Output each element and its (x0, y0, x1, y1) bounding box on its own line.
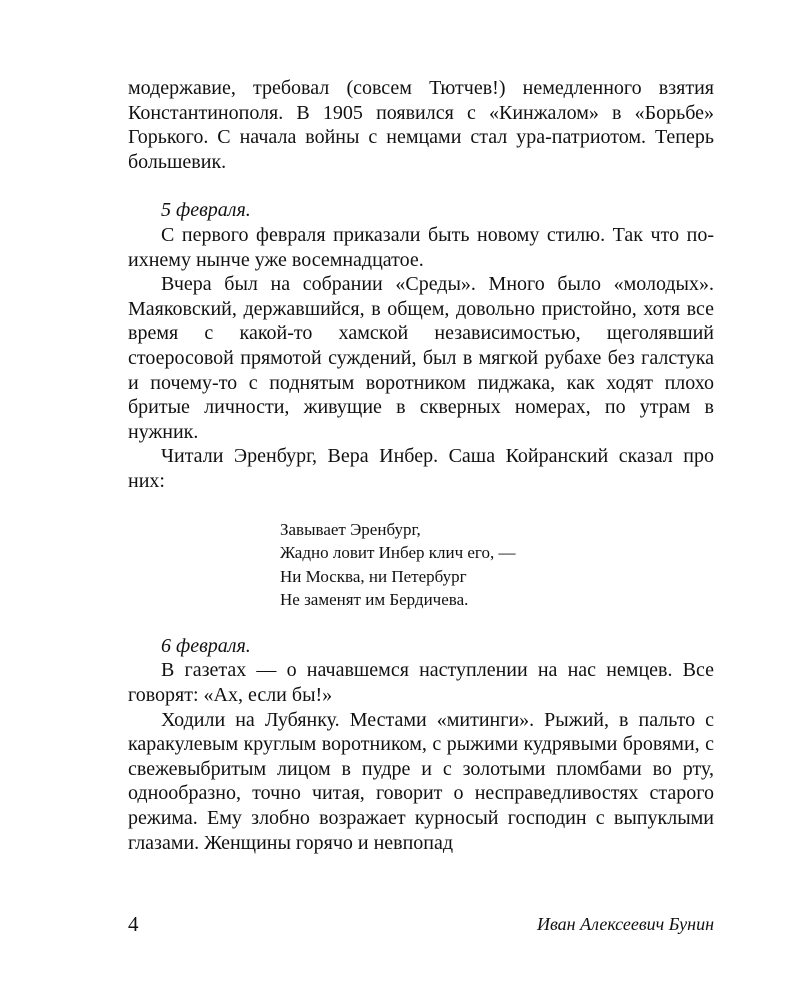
diary-date: 5 февраля. (161, 199, 251, 222)
diary-date: 6 февраля. (161, 634, 251, 657)
poem-line: Ни Москва, ни Петербург (280, 566, 467, 586)
paragraph: В газетах — о начавшемся наступлении на нас немцев. Все говорят: «Ах, если бы!» (128, 659, 714, 707)
poem (280, 518, 714, 612)
paragraph: Читали Эренбург, Вера Инбер. Саша Койранский сказал про них: (128, 445, 714, 492)
page-footer (128, 912, 714, 942)
paragraph: С первого февраля приказали быть новому стилю. Так что по-ихнему нынче уже восемнадцатое. (128, 223, 714, 271)
page-body (128, 76, 714, 855)
paragraph: Ходили на Лубянку. Местами «митинги». Рыжий, в пальто с каракулевым круглым воротником, с рыжими кудрявыми бровями, с свежевыбритым лицом в пудре и с золотыми пломбами во рту, однообразно, точно читая, говорит о несправедливостях старого режима. Ему злобно возражает курносый господин с выпуклыми глазами. Женщины горячо и невпопад (128, 708, 714, 854)
paragraph: Вчера был на собрании «Среды». Много было «молодых». Маяковский, державшийся, в общем, довольно пристойно, хотя все время с какой-то хамской независимостью, щеголявший стоеросовой прямотой суждений, был в мягкой рубахе без галстука и почему-то с поднятым воротником пиджака, как ходят плохо бритые личности, живущие в скверных номерах, по утрам в нужник. (128, 273, 714, 443)
paragraph: модержавие, требовал (совсем Тютчев!) немедленного взятия Константинополя. В 1905 появился с «Кинжалом» в «Борьбе» Горького. С начала войны с немцами стал ура-патриотом. Теперь большевик. (128, 77, 714, 173)
poem-line: Жадно ловит Инбер клич его, — (280, 543, 516, 563)
poem-line: Не заменят им Бердичева. (280, 590, 469, 610)
page-number: 4 (128, 912, 139, 936)
running-head-author: Иван Алексеевич Бунин (536, 914, 714, 934)
poem-line: Завывает Эренбург, (280, 519, 421, 539)
